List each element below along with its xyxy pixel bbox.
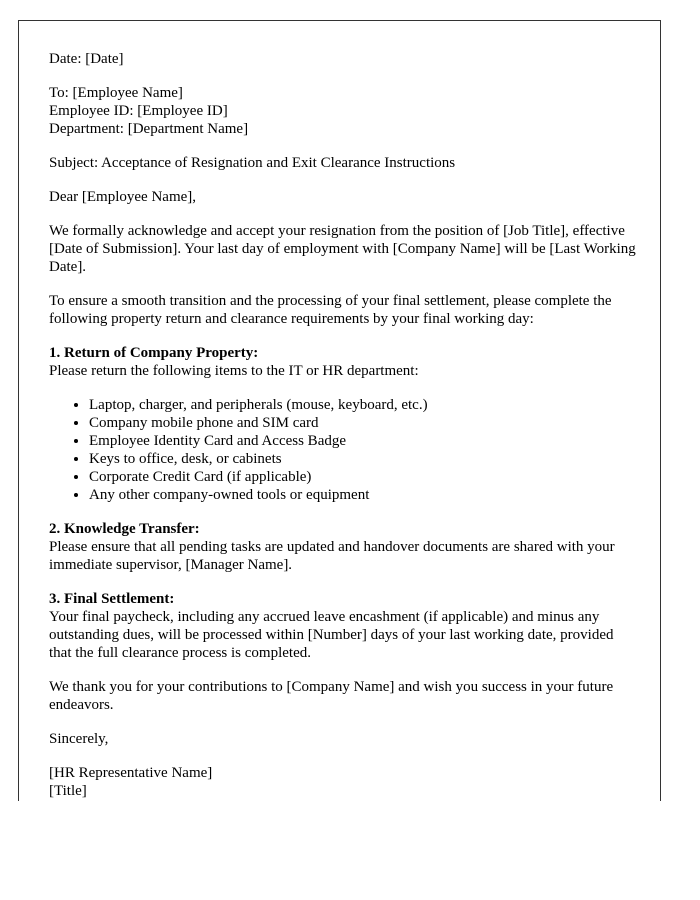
property-items-list bbox=[49, 396, 639, 504]
recipient-department: Department: [Department Name] bbox=[49, 121, 249, 137]
letter-subject: Subject: Acceptance of Resignation and Exit Clearance Instructions bbox=[49, 155, 456, 171]
list-item: • Any other company-owned tools or equipment bbox=[89, 486, 639, 504]
list-item: • Laptop, charger, and peripherals (mouse, keyboard, etc.) bbox=[89, 396, 639, 414]
signatory-block bbox=[49, 764, 639, 800]
section-property-return bbox=[49, 344, 639, 380]
letter-body bbox=[49, 50, 639, 816]
section-title-final-settlement: 3. Final Settlement: bbox=[49, 591, 175, 607]
section-title-property-return: 1. Return of Company Property: bbox=[49, 345, 259, 361]
recipient-employee-id: Employee ID: [Employee ID] bbox=[49, 103, 228, 119]
list-item: • Keys to office, desk, or cabinets bbox=[89, 450, 639, 468]
letter-page bbox=[18, 20, 661, 801]
section-title-knowledge-transfer: 2. Knowledge Transfer: bbox=[49, 521, 200, 537]
intro-paragraph: We formally acknowledge and accept your resignation from the position of [Job Title], effective [Date of Submission]. Your last day of employment with [Company Name] will be [Last Working Date]. bbox=[49, 223, 636, 275]
signatory-name: [HR Representative Name] bbox=[49, 765, 213, 781]
letter-date: Date: [Date] bbox=[49, 51, 124, 67]
letter-salutation: Dear [Employee Name], bbox=[49, 189, 197, 205]
list-item: • Company mobile phone and SIM card bbox=[89, 414, 639, 432]
list-item: • Employee Identity Card and Access Badge bbox=[89, 432, 639, 450]
section-text-property-return: Please return the following items to the IT or HR department: bbox=[49, 363, 419, 379]
list-item: • Corporate Credit Card (if applicable) bbox=[89, 468, 639, 486]
section-text-final-settlement: Your final paycheck, including any accrued leave encashment (if applicable) and minus any outstanding dues, will be processed within [Number] days of your last working date, provided that the full clearance process is completed. bbox=[49, 609, 614, 661]
recipient-block bbox=[49, 84, 639, 138]
section-final-settlement bbox=[49, 590, 639, 662]
signatory-title: [Title] bbox=[49, 783, 87, 799]
section-knowledge-transfer bbox=[49, 520, 639, 574]
section-text-knowledge-transfer: Please ensure that all pending tasks are updated and handover documents are shared with your immediate supervisor, [Manager Name]. bbox=[49, 539, 615, 573]
closing-paragraph: We thank you for your contributions to [Company Name] and wish you success in your future endeavors. bbox=[49, 679, 614, 713]
transition-paragraph: To ensure a smooth transition and the processing of your final settlement, please complete the following property return and clearance requirements by your final working day: bbox=[49, 293, 612, 327]
sign-off: Sincerely, bbox=[49, 731, 109, 747]
recipient-to: To: [Employee Name] bbox=[49, 85, 183, 101]
